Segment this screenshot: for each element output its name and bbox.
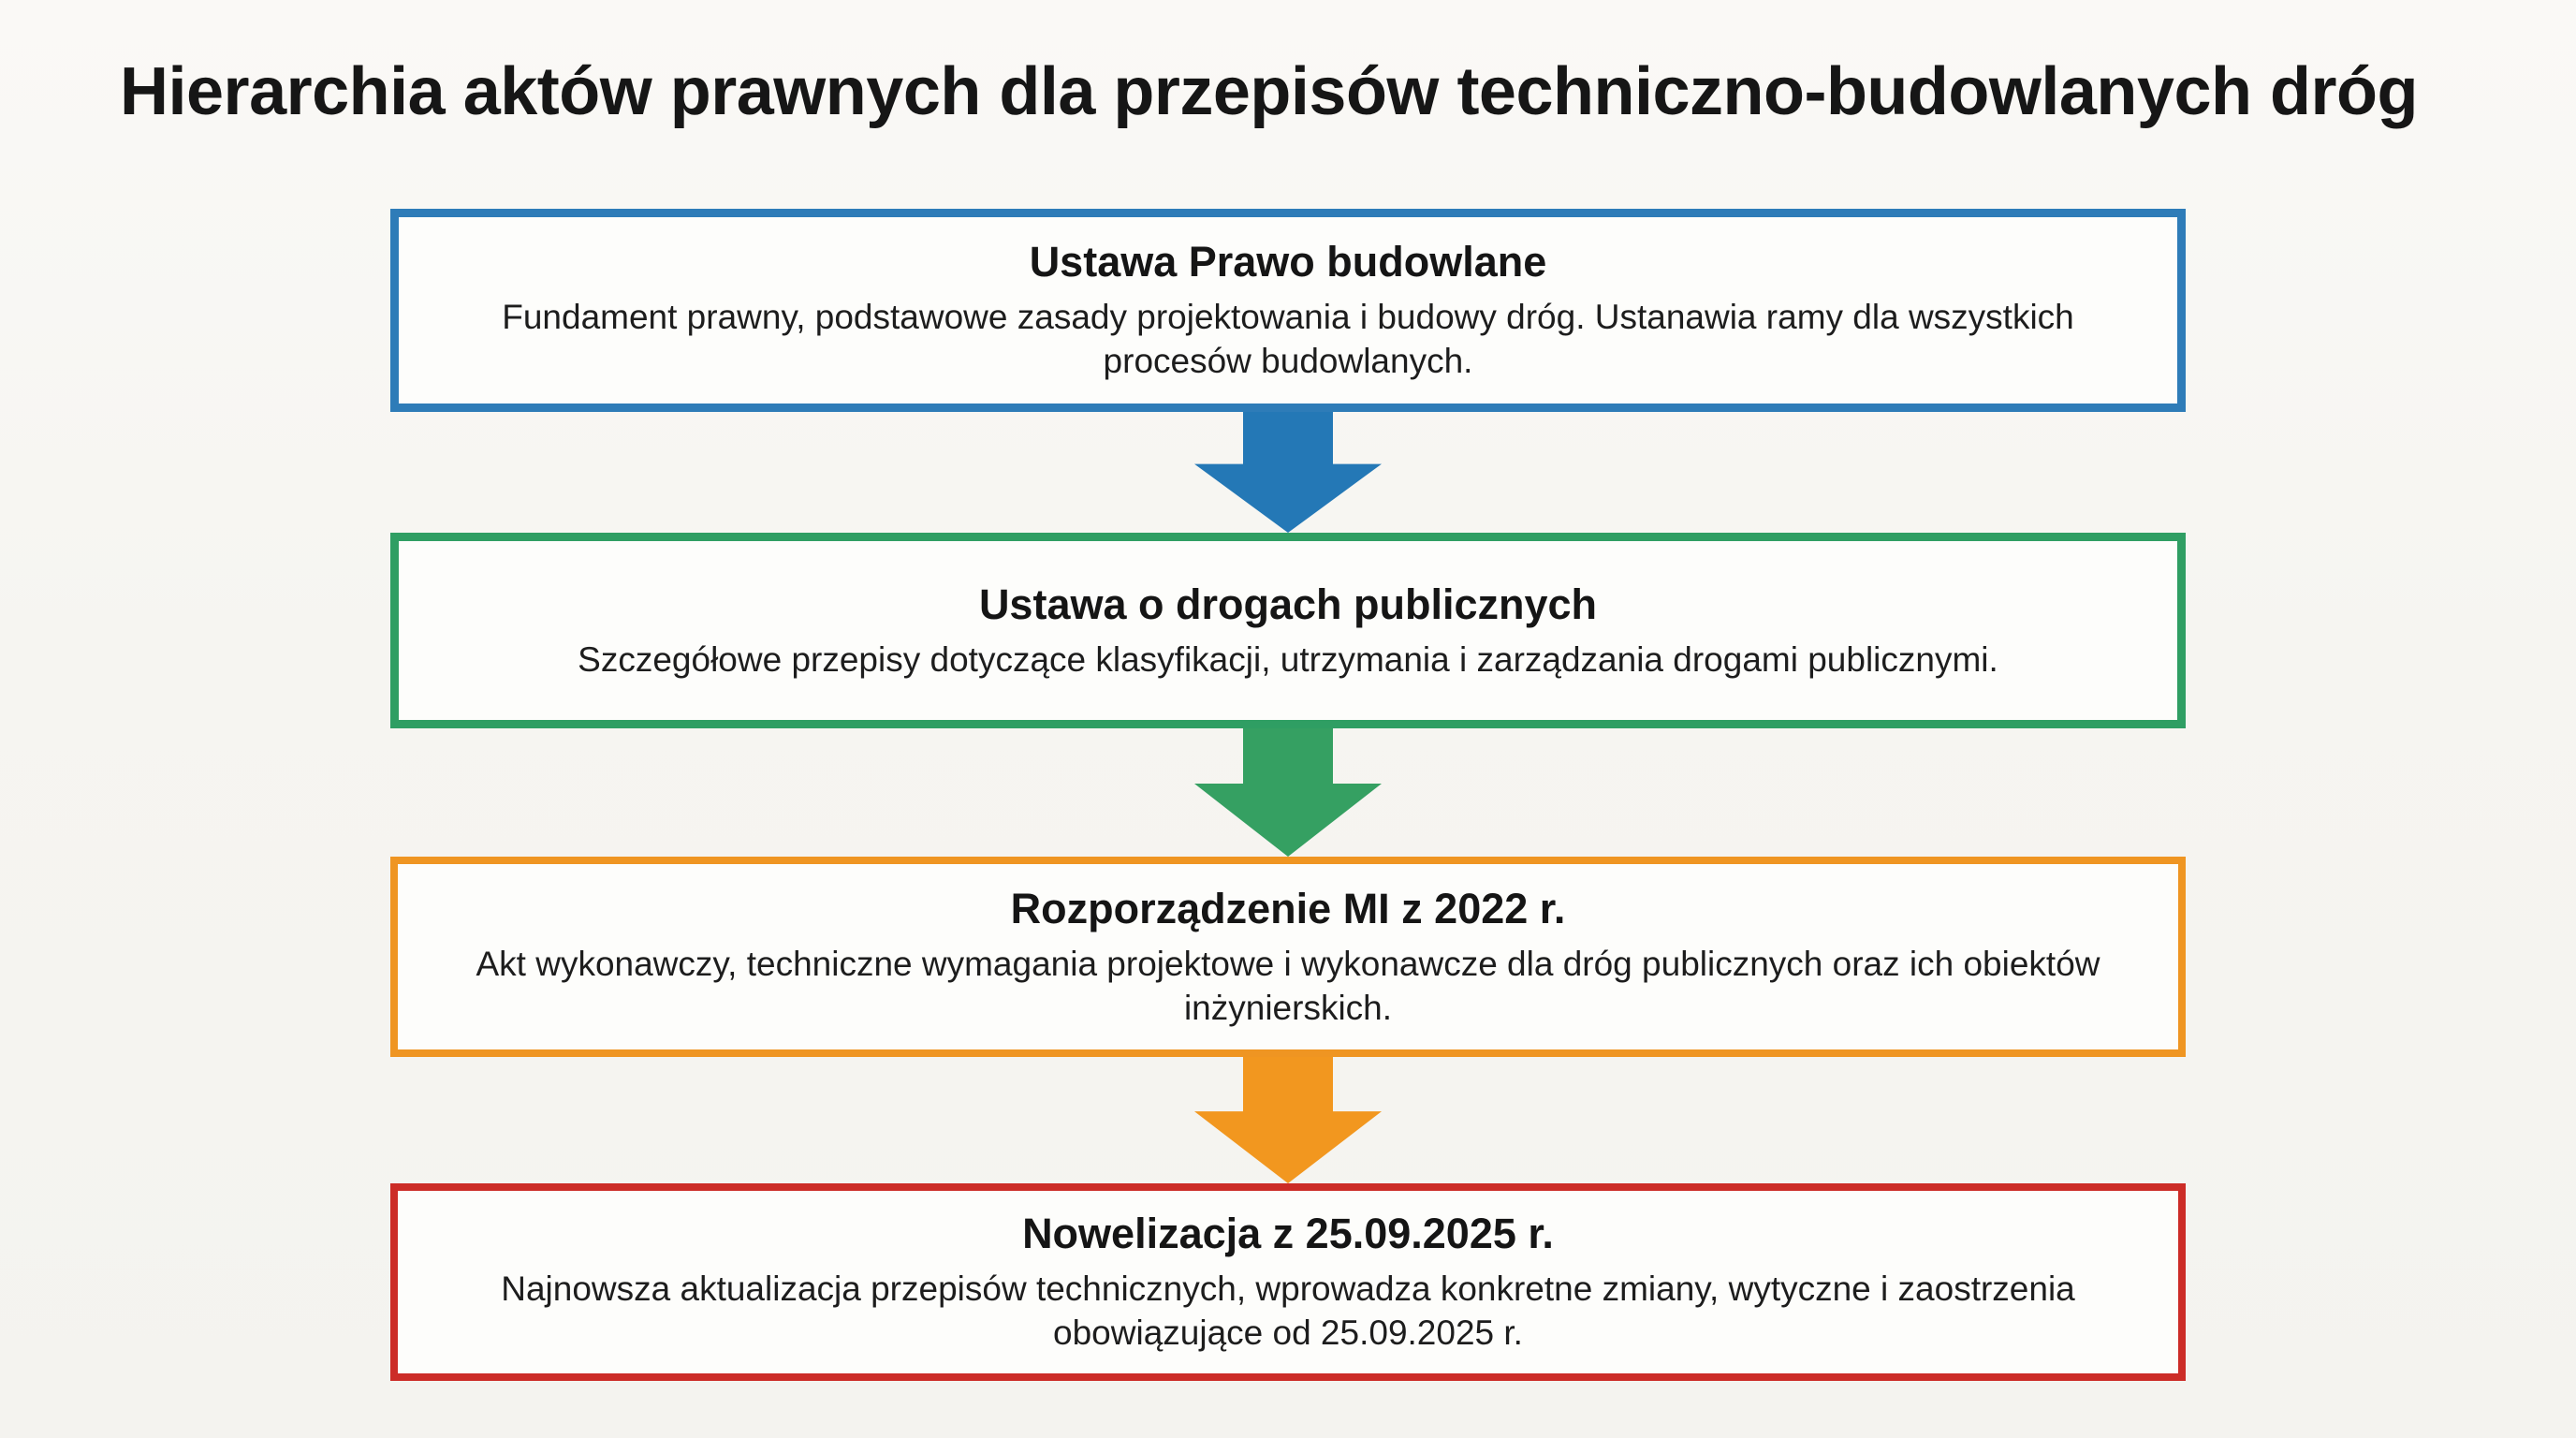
connector-row-1 xyxy=(390,412,2186,533)
down-arrow-icon-green xyxy=(1194,728,1382,857)
flow-node-heading: Ustawa o drogach publicznych xyxy=(978,580,1598,628)
flow-node-ustawa-prawo-budowlane[interactable] xyxy=(390,209,2186,412)
flow-node-heading: Rozporządzenie MI z 2022 r. xyxy=(1010,884,1566,932)
flow-node-description: Fundament prawny, podstawowe zasady projektowania i budowy dróg. Ustanawia ramy dla wszystkich procesów budowlanych. xyxy=(502,298,2074,381)
flow-node-description: Szczegółowe przepisy dotyczące klasyfikacji, utrzymania i zarządzania drogami publicznymi. xyxy=(578,639,1998,679)
page-title: Hierarchia aktów prawnych dla przepisów techniczno-budowlanych dróg xyxy=(120,54,2418,129)
flow-node-heading: Nowelizacja z 25.09.2025 r. xyxy=(1022,1210,1554,1258)
flow-node-description: Akt wykonawczy, techniczne wymagania projektowe i wykonawcze dla dróg publicznych oraz ich obiektów inżynierskich. xyxy=(476,944,2100,1027)
flow-node-ustawa-o-drogach-publicznych[interactable] xyxy=(390,533,2186,728)
down-arrow-icon-blue xyxy=(1194,412,1382,533)
flow-node-description: Najnowsza aktualizacja przepisów technicznych, wprowadza konkretne zmiany, wytyczne i zaostrzenia obowiązujące od 25.09.2025 r. xyxy=(501,1269,2075,1353)
connector-row-2 xyxy=(390,728,2186,857)
connector-row-3 xyxy=(390,1057,2186,1183)
flow-node-nowelizacja-2025[interactable] xyxy=(390,1183,2186,1381)
down-arrow-icon-orange xyxy=(1194,1057,1382,1183)
flow-node-heading: Ustawa Prawo budowlane xyxy=(1029,238,1547,286)
hierarchy-flow xyxy=(390,209,2186,1381)
flow-node-rozporzadzenie-mi-2022[interactable] xyxy=(390,857,2186,1057)
